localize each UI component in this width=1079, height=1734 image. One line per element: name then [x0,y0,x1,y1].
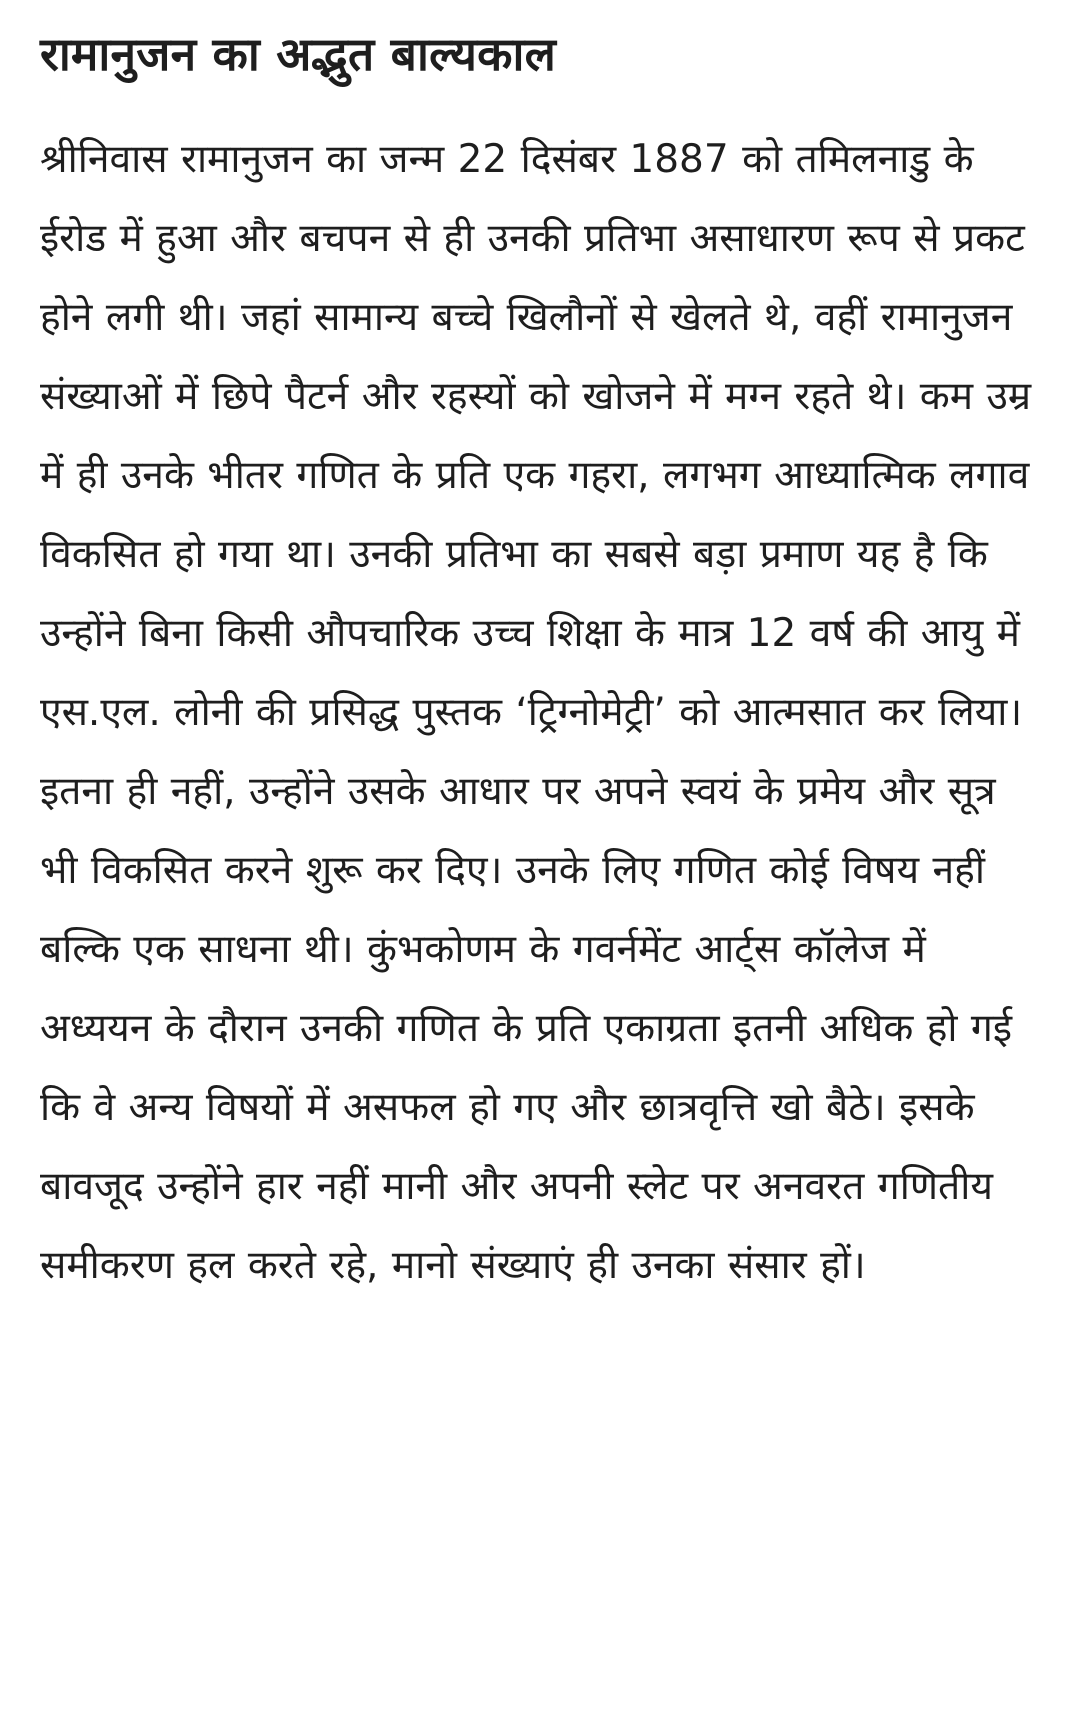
article-body: श्रीनिवास रामानुजन का जन्म 22 दिसंबर 1887 को तमिलनाडु के ईरोड में हुआ और बचपन से ही उनकी प्रतिभा असाधारण रूप से प्रकट होने लगी थी। जहां सामान्य बच्चे खिलौनों से खेलते थे, वहीं रामानुजन संख्याओं में छिपे पैटर्न और रहस्यों को खोजने में मग्न रहते थे। कम उम्र में ही उनके भीतर गणित के प्रति एक गहरा, लगभग आध्यात्मिक लगाव विकसित हो गया था। उनकी प्रतिभा का सबसे बड़ा प्रमाण यह है कि उन्होंने बिना किसी औपचारिक उच्च शिक्षा के मात्र 12 वर्ष की आयु में एस.एल. लोनी की प्रसिद्ध पुस्तक ‘ट्रिग्नोमेट्री’ को आत्मसात कर लिया। इतना ही नहीं, उन्होंने उसके आधार पर अपने स्वयं के प्रमेय और सूत्र भी विकसित करने शुरू कर दिए। उनके लिए गणित कोई विषय नहीं बल्कि एक साधना थी। कुंभकोणम के गवर्नमेंट आर्ट्स कॉलेज में अध्ययन के दौरान उनकी गणित के प्रति एकाग्रता इतनी अधिक हो गई कि वे अन्य विषयों में असफल हो गए और छात्रवृत्ति खो बैठे। इसके बावजूद उन्होंने हार नहीं मानी और अपनी स्लेट पर अनवरत गणितीय समीकरण हल करते रहे, मानो संख्याएं ही उनका संसार हों। [40,137,1032,1288]
article-title: रामानुजन का अद्भुत बाल्यकाल [40,27,556,81]
